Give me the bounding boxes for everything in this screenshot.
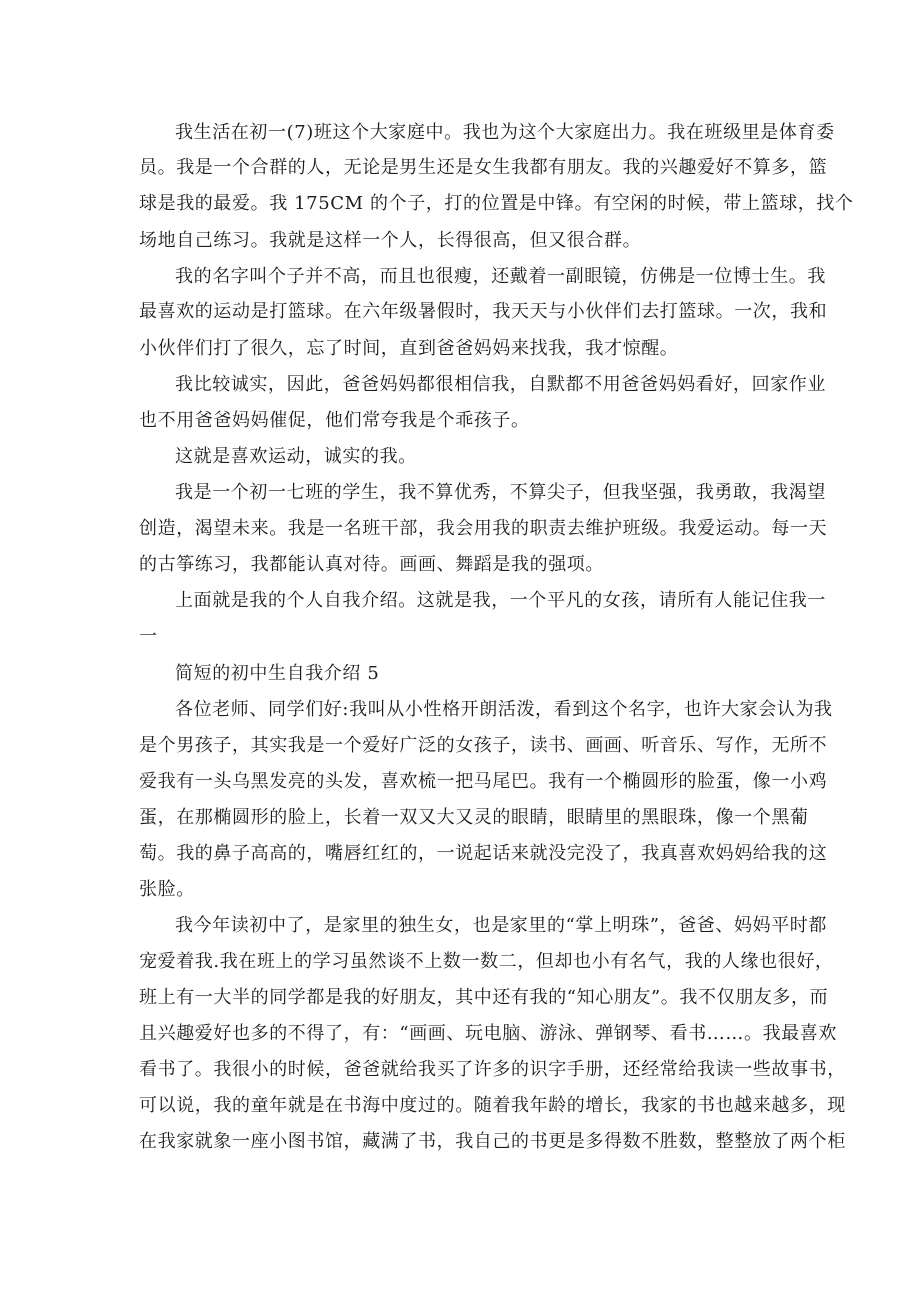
text-line-12: 创造，渴望未来。我是一名班干部，我会用我的职责去维护班级。我爱运动。每一天 (139, 518, 828, 539)
text-line-4: 场地自己练习。我就是这样一个人，长得很高，但又很合群。 (139, 230, 642, 251)
text-line-11: 我是一个初一七班的学生，我不算优秀，不算尖子，但我坚强，我勇敢，我渴望 (175, 482, 826, 503)
text-line-25: 班上有一大半的同学都是我的好朋友，其中还有我的“知心朋友”。我不仅朋友多，而 (139, 987, 829, 1008)
text-line-19: 爱我有一头乌黑发亮的头发，喜欢梳一把马尾巴。我有一个椭圆形的脸蛋，像一小鸡 (139, 771, 828, 792)
text-line-14: 上面就是我的个人自我介绍。这就是我，一个平凡的女孩，请所有人能记住我一 (175, 590, 826, 611)
text-line-21: 萄。我的鼻子高高的，嘴唇红红的，一说起话来就没完没了，我真喜欢妈妈给我的这 (139, 843, 828, 864)
text-line-28: 可以说，我的童年就是在书海中度过的。随着我年龄的增长，我家的书也越来越多，现 (139, 1095, 846, 1116)
text-line-18: 是个男孩子，其实我是一个爱好广泛的女孩子，读书、画画、听音乐、写作，无所不 (139, 735, 828, 756)
text-line-17: 各位老师、同学们好:我叫从小性格开朗活泼，看到这个名字，也许大家会认为我 (175, 699, 833, 720)
text-line-26: 且兴趣爱好也多的不得了，有：“画画、玩电脑、游泳、弹钢琴、看书……。我最喜欢 (139, 1023, 837, 1044)
text-line-27: 看书了。我很小的时候，爸爸就给我买了许多的识字手册，还经常给我读一些故事书， (139, 1059, 846, 1080)
text-line-6: 最喜欢的运动是打篮球。在六年级暑假时，我天天与小伙伴们去打篮球。一次，我和 (139, 301, 828, 322)
text-line-5: 我的名字叫个子并不高，而且也很瘦，还戴着一副眼镜，仿佛是一位博士生。我 (175, 266, 826, 287)
text-line-23: 我今年读初中了，是家里的独生女，也是家里的“掌上明珠”，爸爸、妈妈平时都 (175, 915, 828, 936)
section-heading: 简短的初中生自我介绍 5 (175, 663, 380, 684)
text-line-29: 在我家就象一座小图书馆，藏满了书，我自己的书更是多得数不胜数，整整放了两个柜 (139, 1131, 846, 1152)
text-line-3: 球是我的最爱。我 175CM 的个子，打的位置是中锋。有空闲的时候，带上篮球，找个 (139, 193, 854, 214)
text-line-20: 蛋，在那椭圆形的脸上，长着一双又大又灵的眼睛，眼睛里的黑眼珠，像一个黑葡 (139, 807, 809, 828)
text-line-13: 的古筝练习，我都能认真对待。画画、舞蹈是我的强项。 (139, 554, 604, 575)
text-line-10: 这就是喜欢运动，诚实的我。 (175, 446, 417, 467)
text-line-7: 小伙伴们打了很久，忘了时间，直到爸爸妈妈来找我，我才惊醒。 (139, 338, 679, 359)
text-line-2: 员。我是一个合群的人，无论是男生还是女生我都有朋友。我的兴趣爱好不算多，篮 (139, 157, 828, 178)
text-line-22: 张脸。 (139, 879, 195, 900)
text-line-24: 宠爱着我.我在班上的学习虽然谈不上数一数二，但却也小有名气，我的人缘也很好， (139, 951, 834, 972)
text-line-1: 我生活在初一(7)班这个大家庭中。我也为这个大家庭出力。我在班级里是体育委 (175, 122, 835, 143)
text-line-15: 一 (139, 626, 158, 647)
text-line-9: 也不用爸爸妈妈催促，他们常夸我是个乖孩子。 (139, 410, 530, 431)
text-line-8: 我比较诚实，因此，爸爸妈妈都很相信我，自默都不用爸爸妈妈看好，回家作业 (175, 374, 826, 395)
